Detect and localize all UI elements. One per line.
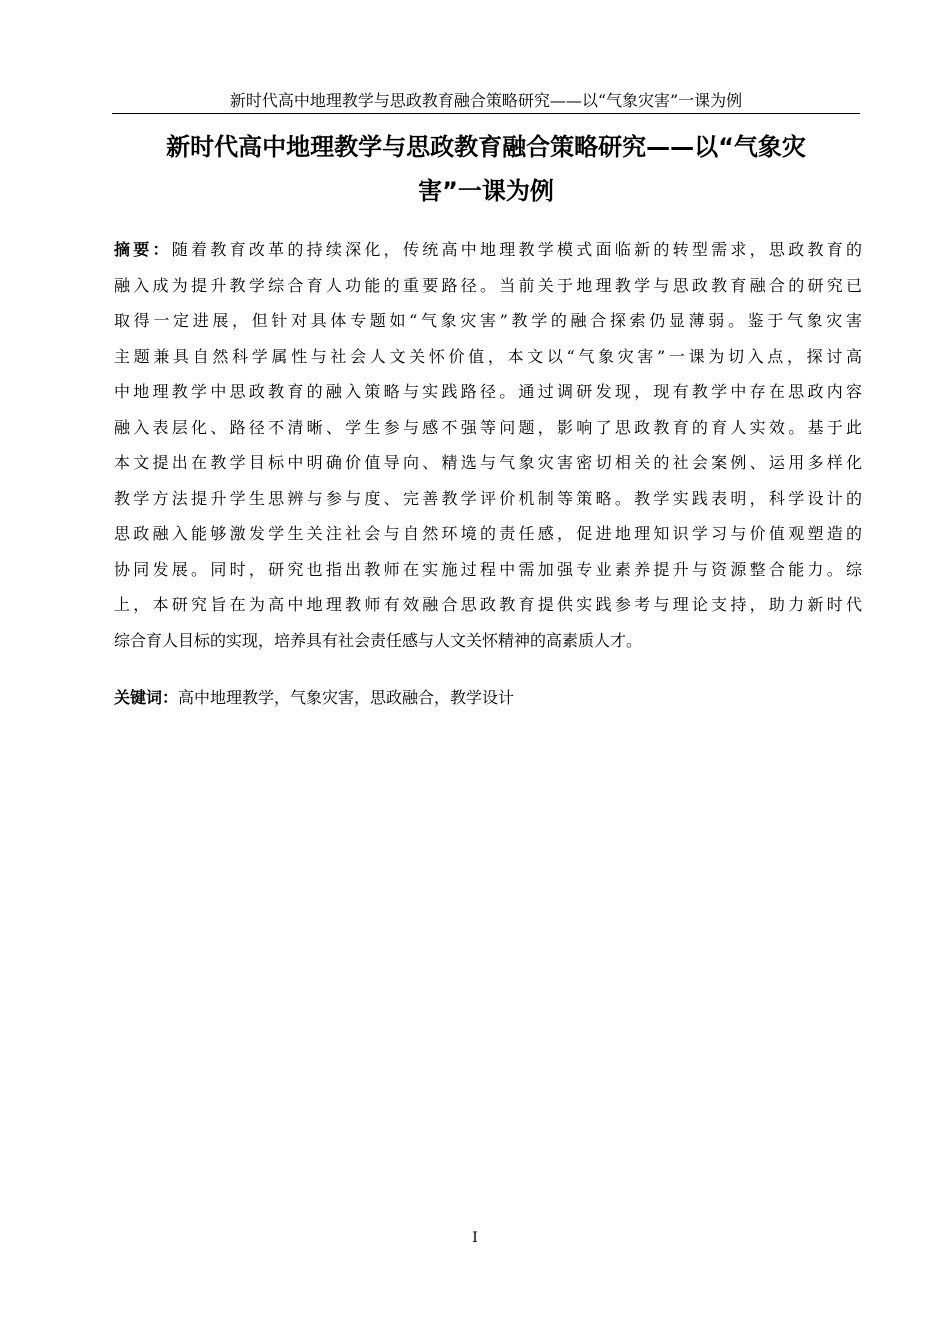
abstract-line: 协同发展。同时，研究也指出教师在实施过程中需加强专业素养提升与资源整合能力。综 bbox=[114, 559, 862, 579]
abstract-label: 摘要： bbox=[114, 240, 172, 259]
abstract-line bbox=[114, 232, 862, 268]
title-line-2: 害”一课为例 bbox=[418, 177, 554, 205]
abstract-text: 随着教育改革的持续深化，传统高中地理教学模式面临新的转型需求，思政教育的 bbox=[171, 240, 862, 259]
header-rule bbox=[112, 113, 860, 114]
abstract-line: 取得一定进展，但针对具体专题如“气象灾害”教学的融合探索仍显薄弱。鉴于气象灾害 bbox=[114, 311, 862, 330]
keywords-label: 关键词： bbox=[114, 688, 179, 707]
abstract-line: 融入成为提升教学综合育人功能的重要路径。当前关于地理教学与思政教育融合的研究已 bbox=[114, 275, 862, 295]
abstract-line: 上，本研究旨在为高中地理教师有效融合思政教育提供实践参考与理论支持，助力新时代 bbox=[114, 595, 862, 614]
abstract-line: 教学方法提升学生思辨与参与度、完善教学评价机制等策略。教学实践表明，科学设计的 bbox=[114, 488, 862, 508]
abstract-line: 综合育人目标的实现，培养具有社会责任感与人文关怀精神的高素质人才。 bbox=[114, 630, 643, 650]
paper-title bbox=[112, 125, 860, 213]
page-number: I bbox=[472, 1230, 478, 1246]
abstract bbox=[114, 232, 862, 658]
abstract-line: 中地理教学中思政教育的融入策略与实践路径。通过调研发现，现有教学中存在思政内容 bbox=[114, 382, 862, 401]
running-header: 新时代高中地理教学与思政教育融合策略研究——以“气象灾害”一课为例 bbox=[229, 91, 743, 110]
keywords-text: 高中地理教学，气象灾害，思政融合，教学设计 bbox=[178, 688, 515, 707]
abstract-line: 本文提出在教学目标中明确价值导向、精选与气象灾害密切相关的社会案例、运用多样化 bbox=[114, 453, 862, 472]
abstract-line: 融入表层化、路径不清晰、学生参与感不强等问题，影响了思政教育的育人实效。基于此 bbox=[114, 417, 862, 437]
abstract-line: 主题兼具自然科学属性与社会人文关怀价值，本文以“气象灾害”一课为切入点，探讨高 bbox=[114, 346, 862, 366]
title-line-1: 新时代高中地理教学与思政教育融合策略研究——以“气象灾 bbox=[166, 133, 806, 161]
abstract-line: 思政融入能够激发学生关注社会与自然环境的责任感，促进地理知识学习与价值观塑造的 bbox=[114, 524, 862, 543]
keywords bbox=[114, 683, 862, 713]
